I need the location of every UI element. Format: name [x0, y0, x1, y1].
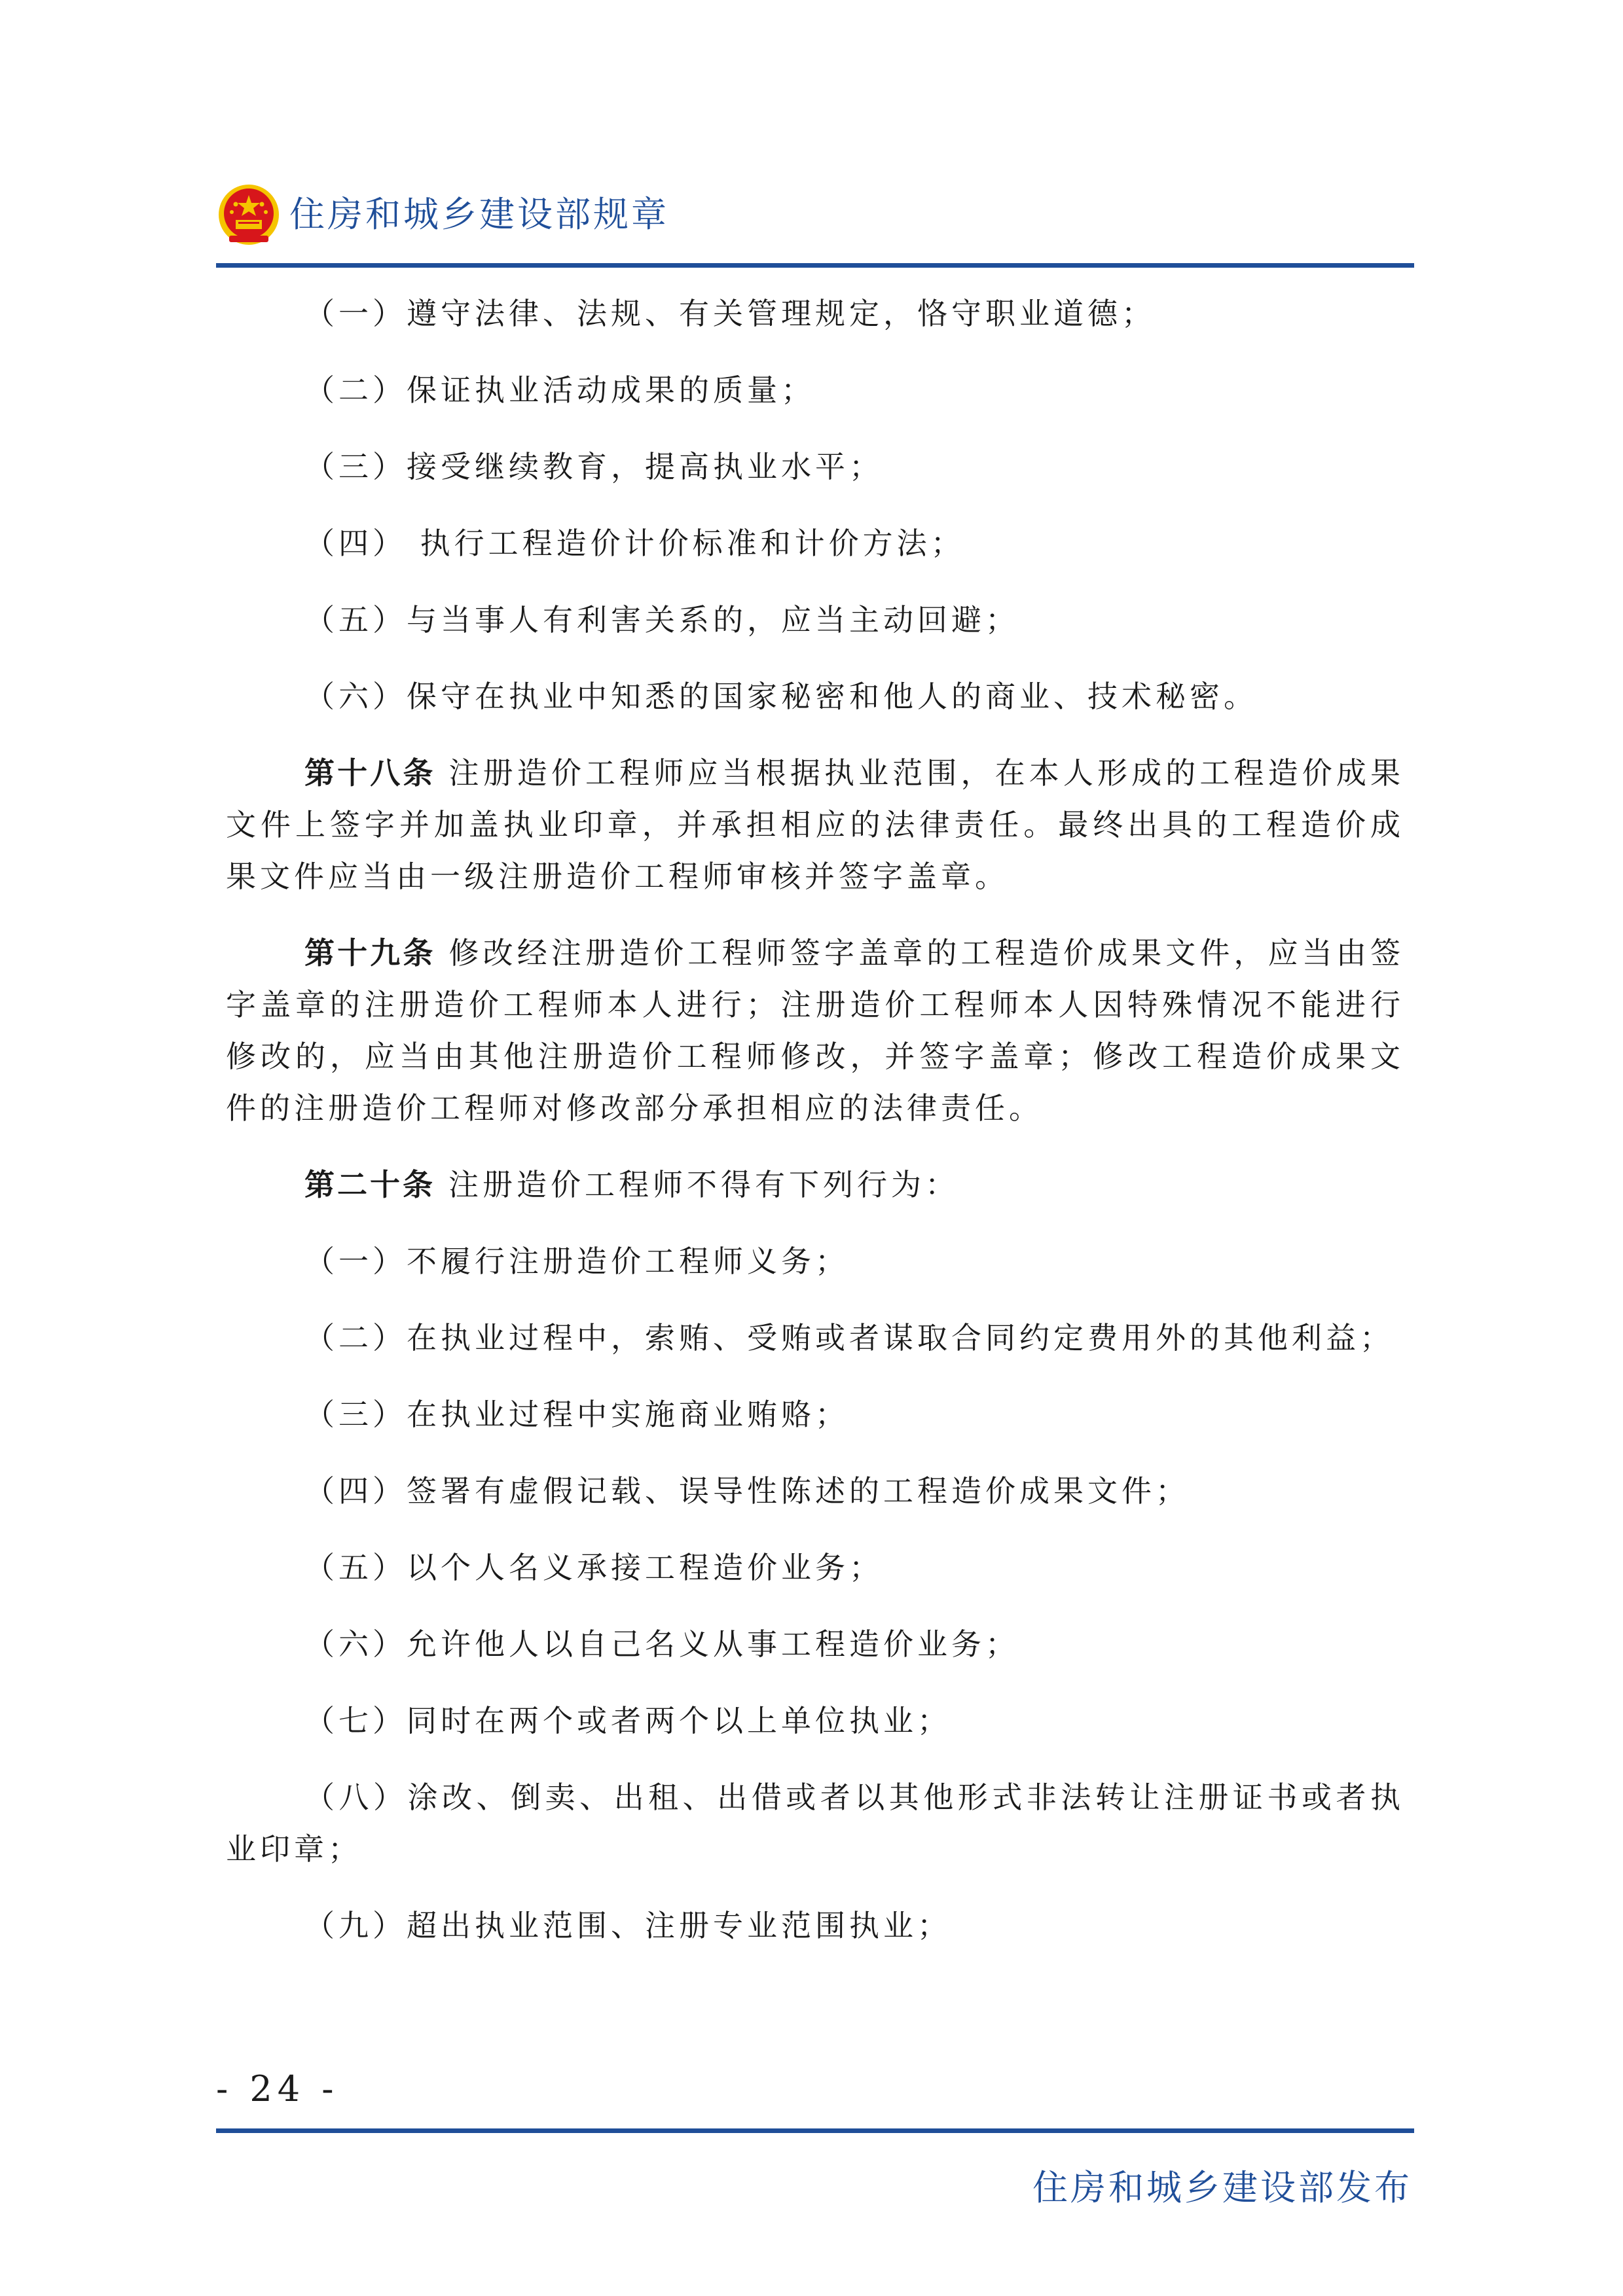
footer-divider: [216, 2128, 1414, 2133]
article-17-item-3: （三）接受继续教育，提高执业水平；: [304, 449, 883, 484]
article-20-item-5: （五）以个人名义承接工程造价业务；: [304, 1550, 883, 1585]
footer-publisher: 住房和城乡建设部发布: [1032, 2167, 1412, 2208]
article-17-item-6: （六）保守在执业中知悉的国家秘密和他人的商业、技术秘密。: [304, 679, 1258, 714]
article-17-item-2: （二）保证执业活动成果的质量；: [304, 372, 815, 408]
article-18-text: 注册造价工程师应当根据执业范围，在本人形成的工程造价成果文件上签字并加盖执业印章，并承担相应的法律责任。最终出具的工程造价成果文件应当由一级注册造价工程师审核并签字盖章。: [226, 755, 1405, 894]
article-20: [226, 1159, 1404, 1211]
article-19-text: 修改经注册造价工程师签字盖章的工程造价成果文件，应当由签字盖章的注册造价工程师本人进行；注册造价工程师本人因特殊情况不能进行修改的，应当由其他注册造价工程师修改，并签字盖章；修改工程造价成果文件的注册造价工程师对修改部分承担相应的法律责任。: [226, 935, 1405, 1126]
article-20-item-9: （九）超出执业范围、注册专业范围执业；: [304, 1908, 951, 1943]
article-20-item-6: （六）允许他人以自己名义从事工程造价业务；: [304, 1626, 1019, 1662]
article-19-label: 第十九条: [304, 935, 436, 971]
article-18: [226, 747, 1404, 903]
article-20-text: 注册造价工程师不得有下列行为：: [448, 1167, 959, 1202]
article-19: [226, 927, 1404, 1134]
article-20-label: 第二十条: [304, 1167, 435, 1202]
article-20-item-7: （七）同时在两个或者两个以上单位执业；: [304, 1703, 951, 1738]
article-17-item-4: （四） 执行工程造价计价标准和计价方法；: [304, 526, 965, 561]
national-emblem-icon: [216, 183, 282, 249]
article-20-item-1: （一）不履行注册造价工程师义务；: [304, 1244, 849, 1279]
page-number: - 24 -: [216, 2068, 339, 2109]
article-18-label: 第十八条: [304, 755, 436, 791]
article-20-item-2: （二）在执业过程中，索贿、受贿或者谋取合同约定费用外的其他利益；: [304, 1320, 1394, 1355]
article-20-item-4: （四）签署有虚假记载、误导性陈述的工程造价成果文件；: [304, 1473, 1190, 1509]
article-17-item-5: （五）与当事人有利害关系的，应当主动回避；: [304, 602, 1019, 637]
article-20-item-8: （八）涂改、倒卖、出租、出借或者以其他形式非法转让注册证书或者执业印章；: [226, 1780, 1404, 1867]
header-title: 住房和城乡建设部规章: [289, 194, 669, 235]
header-divider: [216, 263, 1414, 268]
document-body: [226, 288, 1404, 1977]
article-20-item-3: （三）在执业过程中实施商业贿赂；: [304, 1397, 849, 1432]
page-header: [216, 175, 1414, 260]
article-17-item-1: （一）遵守法律、法规、有关管理规定，恪守职业道德；: [304, 296, 1156, 331]
